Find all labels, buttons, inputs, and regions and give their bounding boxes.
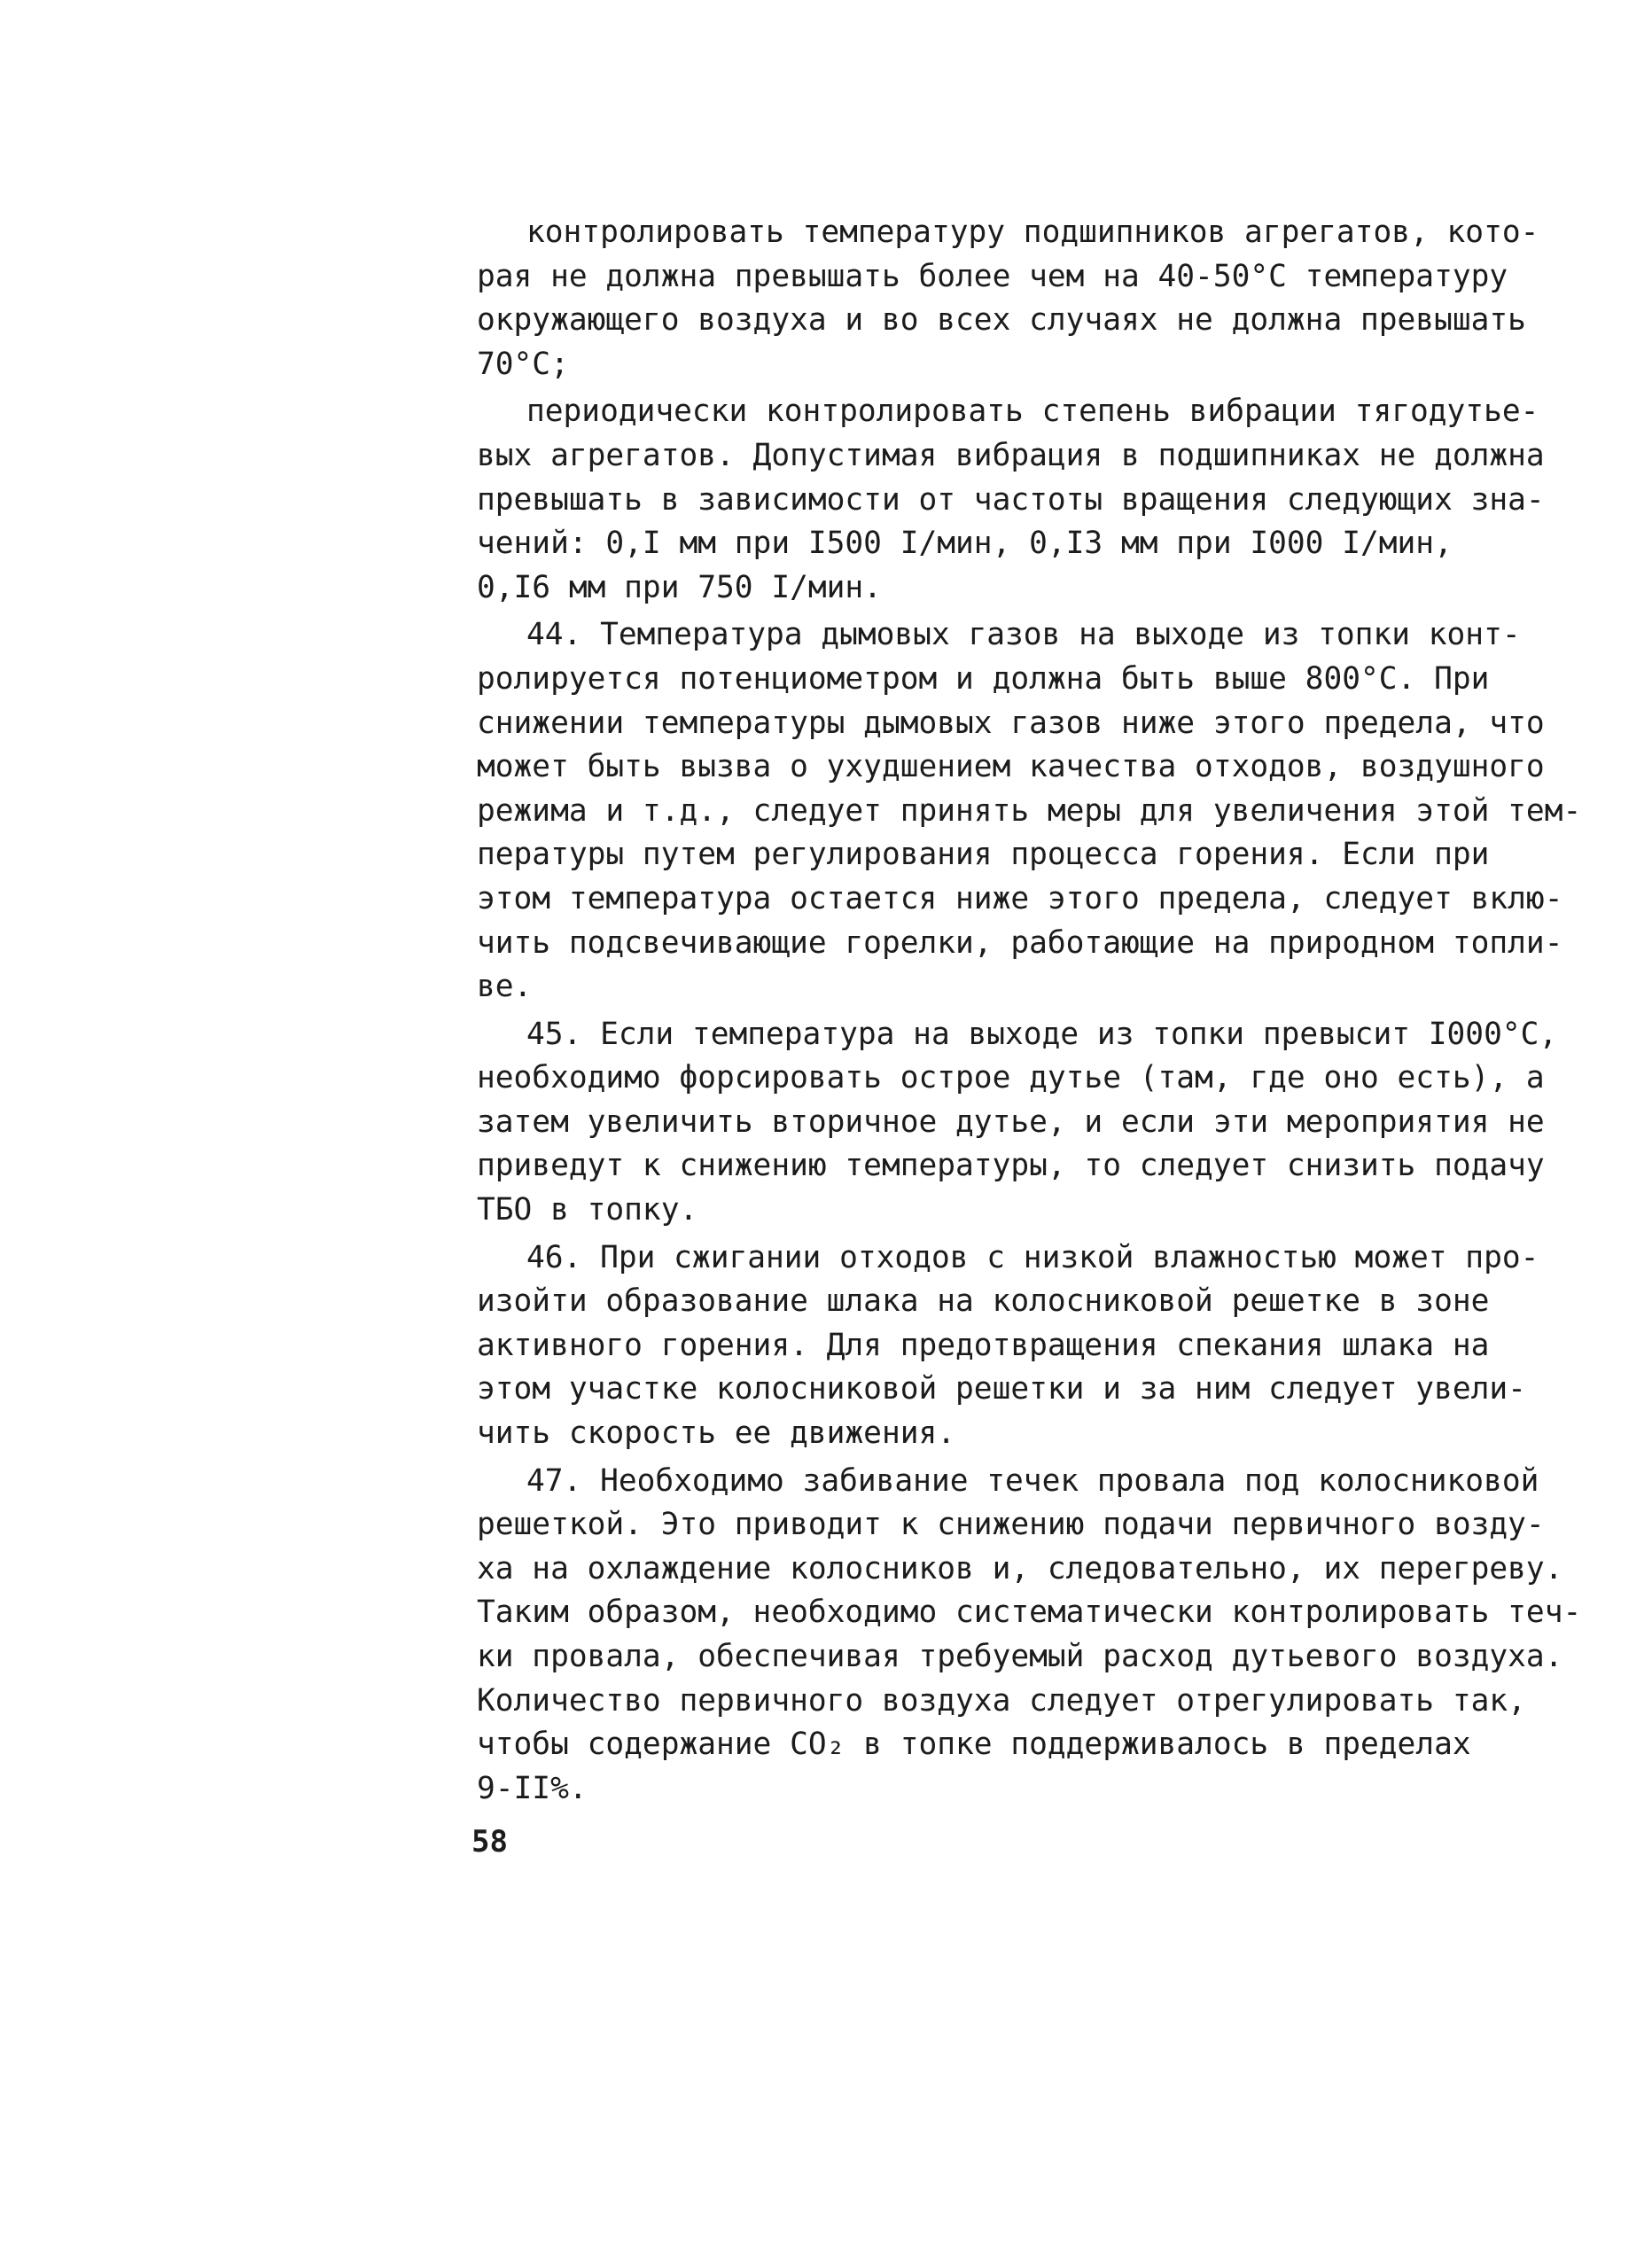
- text-line: может быть вызва о ухудшением качества отходов, воздушного: [477, 749, 1545, 785]
- page-number: 58: [471, 1824, 508, 1859]
- text-line: чений: 0,I мм при I500 I/мин, 0,I3 мм при I000 I/мин,: [477, 526, 1453, 562]
- text-line: пературы путем регулирования процесса горения. Если при: [477, 837, 1490, 873]
- text-line: решеткой. Это приводит к снижению подачи первичного возду-: [477, 1507, 1545, 1543]
- text-line: активного горения. Для предотвращения спекания шлака на: [477, 1327, 1490, 1363]
- text-line: ха на охлаждение колосников и, следовательно, их перегреву.: [477, 1550, 1563, 1586]
- paragraph-45: [477, 1013, 1558, 1233]
- text-line: необходимо форсировать острое дутье (там, где оно есть), а: [477, 1060, 1545, 1096]
- text-line: ТБО в топку.: [477, 1192, 698, 1228]
- text-line: 46. При сжигании отходов с низкой влажностью может про-: [526, 1239, 1539, 1275]
- paragraph-bearing-temperature: [477, 211, 1549, 386]
- text-line: ки провала, обеспечивая требуемый расход дутьевого воздуха.: [477, 1639, 1563, 1674]
- text-line: контролировать температуру подшипников агрегатов, кото-: [526, 214, 1539, 250]
- text-line: Количество первичного воздуха следует отрегулировать так,: [477, 1682, 1526, 1719]
- text-line: чить скорость ее движения.: [477, 1415, 956, 1452]
- text-line: 0,I6 мм при 750 I/мин.: [477, 569, 882, 605]
- text-line: 9-II%.: [477, 1770, 588, 1806]
- text-line: этом участке колосниковой решетки и за ним следует увели-: [477, 1371, 1526, 1407]
- text-line: 44. Температура дымовых газов на выходе из топки конт-: [526, 617, 1521, 653]
- text-line: окружающего воздуха и во всех случаях не должна превышать: [477, 302, 1526, 339]
- text-line: 45. Если температура на выходе из топки превысит I000°C,: [526, 1016, 1558, 1052]
- text-line: 47. Необходимо забивание течек провала под колосниковой: [526, 1462, 1539, 1499]
- text-line: затем увеличить вторичное дутье, и если эти мероприятия не: [477, 1103, 1545, 1140]
- text-line: превышать в зависимости от частоты вращения следующих зна-: [477, 481, 1545, 518]
- text-line: изойти образование шлака на колосниковой решетке в зоне: [477, 1283, 1490, 1320]
- text-line: приведут к снижению температуры, то следует снизить подачу: [477, 1148, 1545, 1184]
- paragraph-44: [477, 613, 1582, 1009]
- text-line: снижении температуры дымовых газов ниже этого предела, что: [477, 705, 1545, 741]
- paragraph-47: [477, 1460, 1582, 1812]
- text-line: чтобы содержание CO₂ в топке поддерживалось в пределах: [477, 1727, 1471, 1763]
- paragraph-vibration: [477, 390, 1549, 610]
- text-line: этом температура остается ниже этого предела, следует вклю-: [477, 880, 1563, 916]
- text-line: Таким образом, необходимо систематически контролировать теч-: [477, 1594, 1582, 1631]
- text-line: ролируется потенциометром и должна быть выше 800°C. При: [477, 660, 1490, 697]
- text-line: 70°C;: [477, 346, 569, 382]
- body-text: [477, 211, 1582, 1814]
- text-line: режима и т.д., следует принять меры для увеличения этой тем-: [477, 792, 1582, 829]
- text-line: периодически контролировать степень вибрации тягодутье-: [526, 394, 1539, 430]
- paragraph-46: [477, 1236, 1549, 1456]
- text-line: вых агрегатов. Допустимая вибрация в подшипниках не должна: [477, 437, 1545, 473]
- text-line: чить подсвечивающие горелки, работающие на природном топли-: [477, 924, 1563, 961]
- text-line: рая не должна превышать более чем на 40-50°C температуру: [477, 258, 1508, 294]
- text-line: ве.: [477, 969, 533, 1005]
